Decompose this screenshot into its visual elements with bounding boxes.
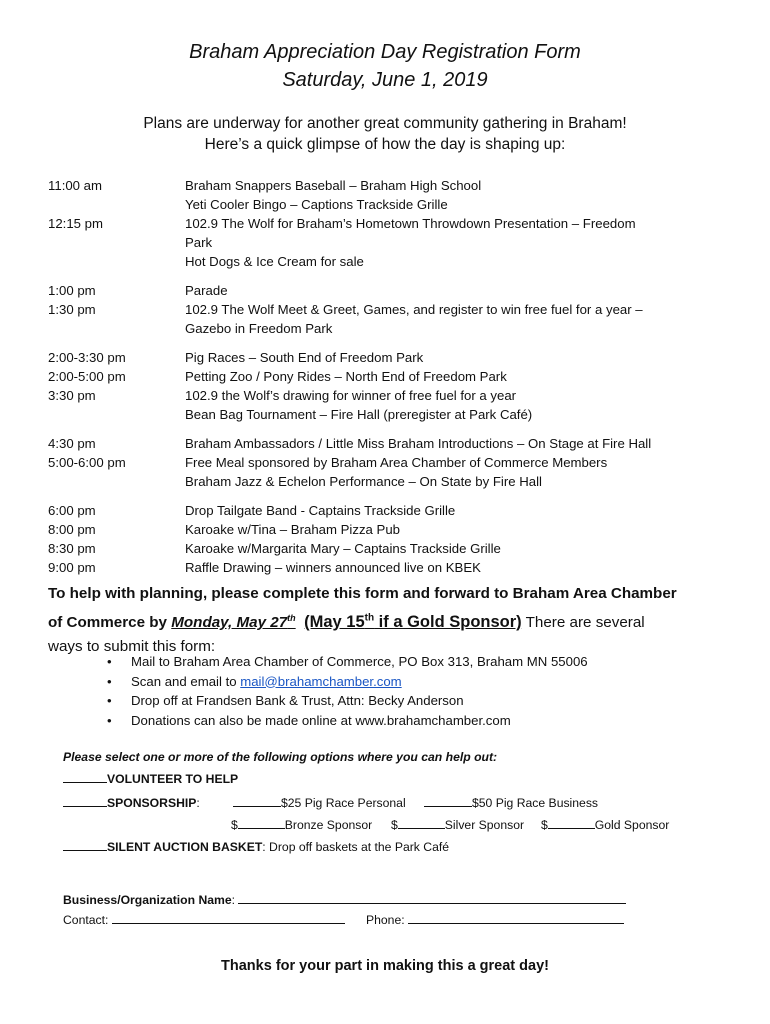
schedule-event: Park — [185, 235, 213, 250]
bronze-sponsor-option[interactable]: $ Bronze Sponsor — [231, 818, 373, 832]
schedule-event: Bean Bag Tournament – Fire Hall (preregister at Park Café) — [185, 407, 533, 422]
silent-auction-option[interactable]: SILENT AUCTION BASKET: Drop off baskets at the Park Café — [63, 838, 449, 856]
mail-method: • Mail to Braham Area Chamber of Commerce, PO Box 313, Braham MN 55006 — [102, 652, 588, 672]
schedule-row — [48, 319, 738, 338]
schedule-event: 102.9 the Wolf’s drawing for winner of free fuel for a year — [185, 388, 517, 403]
dropoff-method: • Drop off at Frandsen Bank & Trust, Attn: Becky Anderson — [102, 691, 588, 711]
thank-you-note: Thanks for your part in making this a great day! — [221, 958, 549, 974]
schedule-row — [48, 558, 738, 577]
schedule-event: Raffle Drawing – winners announced live on KBEK — [185, 560, 481, 575]
schedule-time: 2:00-3:30 pm — [48, 350, 126, 365]
planning-line-3: ways to submit this form: — [48, 638, 216, 656]
bronze-blank[interactable] — [238, 816, 285, 829]
schedule-row — [48, 501, 738, 520]
schedule-event: Gazebo in Freedom Park — [185, 321, 333, 336]
schedule-event: Pig Races – South End of Freedom Park — [185, 350, 424, 365]
deadline-date: Monday, May 27th — [171, 613, 296, 632]
email-link[interactable]: mail@brahamchamber.com — [240, 673, 402, 689]
schedule-time — [48, 195, 185, 214]
sponsorship-option: SPONSORSHIP: — [63, 794, 200, 812]
schedule-event: Drop Tailgate Band - Captains Trackside Grille — [185, 503, 456, 518]
business-name-label: Business/Organization Name — [63, 893, 232, 907]
gold-sponsor-deadline: (May 15th if a Gold Sponsor) — [304, 612, 522, 632]
sponsorship-blank[interactable] — [63, 794, 107, 807]
schedule-row — [48, 472, 738, 491]
schedule-row — [48, 405, 738, 424]
event-schedule — [48, 176, 738, 577]
schedule-time: 4:30 pm — [48, 436, 96, 451]
pig-race-personal-option[interactable]: $25 Pig Race Personal — [233, 794, 406, 812]
contact-field[interactable] — [112, 911, 345, 924]
gold-blank[interactable] — [548, 816, 595, 829]
schedule-row — [48, 539, 738, 558]
schedule-row — [48, 367, 738, 386]
contact-row — [63, 911, 345, 929]
planning-line-2: of Commerce by Monday, May 27th (May 15th if a Gold Sponsor) There are several — [48, 612, 645, 632]
phone-row — [366, 911, 624, 929]
schedule-row — [48, 348, 738, 367]
schedule-row — [48, 214, 738, 233]
email-method: • Scan and email to mail@brahamchamber.com — [102, 672, 588, 692]
intro-line-2: Here’s a quick glimpse of how the day is shaping up: — [204, 136, 566, 153]
planning-line-1: To help with planning, please complete this form and forward to Braham Area Chamber — [48, 585, 677, 602]
pig-business-blank[interactable] — [424, 794, 472, 807]
schedule-time — [48, 233, 185, 252]
schedule-event: Hot Dogs & Ice Cream for sale — [185, 254, 364, 269]
schedule-row — [48, 453, 738, 472]
online-method: • Donations can also be made online at www.brahamchamber.com — [102, 711, 588, 731]
schedule-time: 11:00 am — [48, 178, 103, 193]
schedule-row — [48, 520, 738, 539]
submission-methods — [102, 652, 588, 730]
schedule-event: 102.9 The Wolf Meet & Greet, Games, and register to win free fuel for a year – — [185, 302, 643, 317]
business-name-row: Business/Organization Name: — [63, 891, 626, 909]
schedule-time: 1:30 pm — [48, 302, 96, 317]
schedule-row — [48, 176, 738, 195]
schedule-row — [48, 233, 738, 252]
schedule-time — [48, 472, 185, 491]
auction-blank[interactable] — [63, 838, 107, 851]
schedule-time — [48, 319, 185, 338]
schedule-row — [48, 252, 738, 271]
schedule-time: 8:00 pm — [48, 522, 96, 537]
schedule-time: 12:15 pm — [48, 216, 103, 231]
form-title: Braham Appreciation Day Registration Form — [189, 41, 581, 63]
silver-sponsor-option[interactable]: $ Silver Sponsor — [391, 818, 525, 832]
phone-label: Phone: — [366, 913, 405, 927]
schedule-event: Petting Zoo / Pony Rides – North End of Freedom Park — [185, 369, 507, 384]
schedule-event: Karoake w/Margarita Mary – Captains Trackside Grille — [185, 541, 501, 556]
event-date: Saturday, June 1, 2019 — [282, 69, 488, 91]
pig-personal-blank[interactable] — [233, 794, 281, 807]
silver-blank[interactable] — [398, 816, 445, 829]
options-heading: Please select one or more of the following options where you can help out: — [63, 750, 498, 764]
schedule-event: Parade — [185, 283, 228, 298]
phone-field[interactable] — [408, 911, 624, 924]
schedule-event: Yeti Cooler Bingo – Captions Trackside Grille — [185, 197, 448, 212]
schedule-time — [48, 405, 185, 424]
schedule-row — [48, 300, 738, 319]
schedule-event: Karoake w/Tina – Braham Pizza Pub — [185, 522, 401, 537]
schedule-event: 102.9 The Wolf for Braham’s Hometown Throwdown Presentation – Freedom — [185, 216, 636, 231]
pig-race-business-option[interactable]: $50 Pig Race Business — [424, 794, 598, 812]
business-name-field[interactable] — [238, 891, 626, 904]
schedule-event: Braham Jazz & Echelon Performance – On State by Fire Hall — [185, 474, 542, 489]
schedule-time: 6:00 pm — [48, 503, 96, 518]
volunteer-blank[interactable] — [63, 770, 107, 783]
schedule-time: 5:00-6:00 pm — [48, 455, 126, 470]
volunteer-option[interactable]: VOLUNTEER TO HELP — [63, 770, 238, 788]
gold-sponsor-option[interactable]: $ Gold Sponsor — [541, 818, 670, 832]
schedule-row — [48, 434, 738, 453]
schedule-event: Braham Ambassadors / Little Miss Braham Introductions – On Stage at Fire Hall — [185, 436, 652, 451]
intro-line-1: Plans are underway for another great community gathering in Braham! — [143, 115, 627, 132]
schedule-time: 3:30 pm — [48, 388, 96, 403]
contact-label: Contact: — [63, 913, 109, 927]
schedule-time: 9:00 pm — [48, 560, 96, 575]
planning-instructions — [48, 582, 738, 659]
schedule-row — [48, 195, 738, 214]
schedule-time: 2:00-5:00 pm — [48, 369, 126, 384]
schedule-time: 1:00 pm — [48, 283, 96, 298]
schedule-time — [48, 252, 185, 271]
schedule-event: Free Meal sponsored by Braham Area Chamber of Commerce Members — [185, 455, 608, 470]
schedule-row — [48, 281, 738, 300]
schedule-event: Braham Snappers Baseball – Braham High School — [185, 178, 482, 193]
schedule-row — [48, 386, 738, 405]
schedule-time: 8:30 pm — [48, 541, 96, 556]
